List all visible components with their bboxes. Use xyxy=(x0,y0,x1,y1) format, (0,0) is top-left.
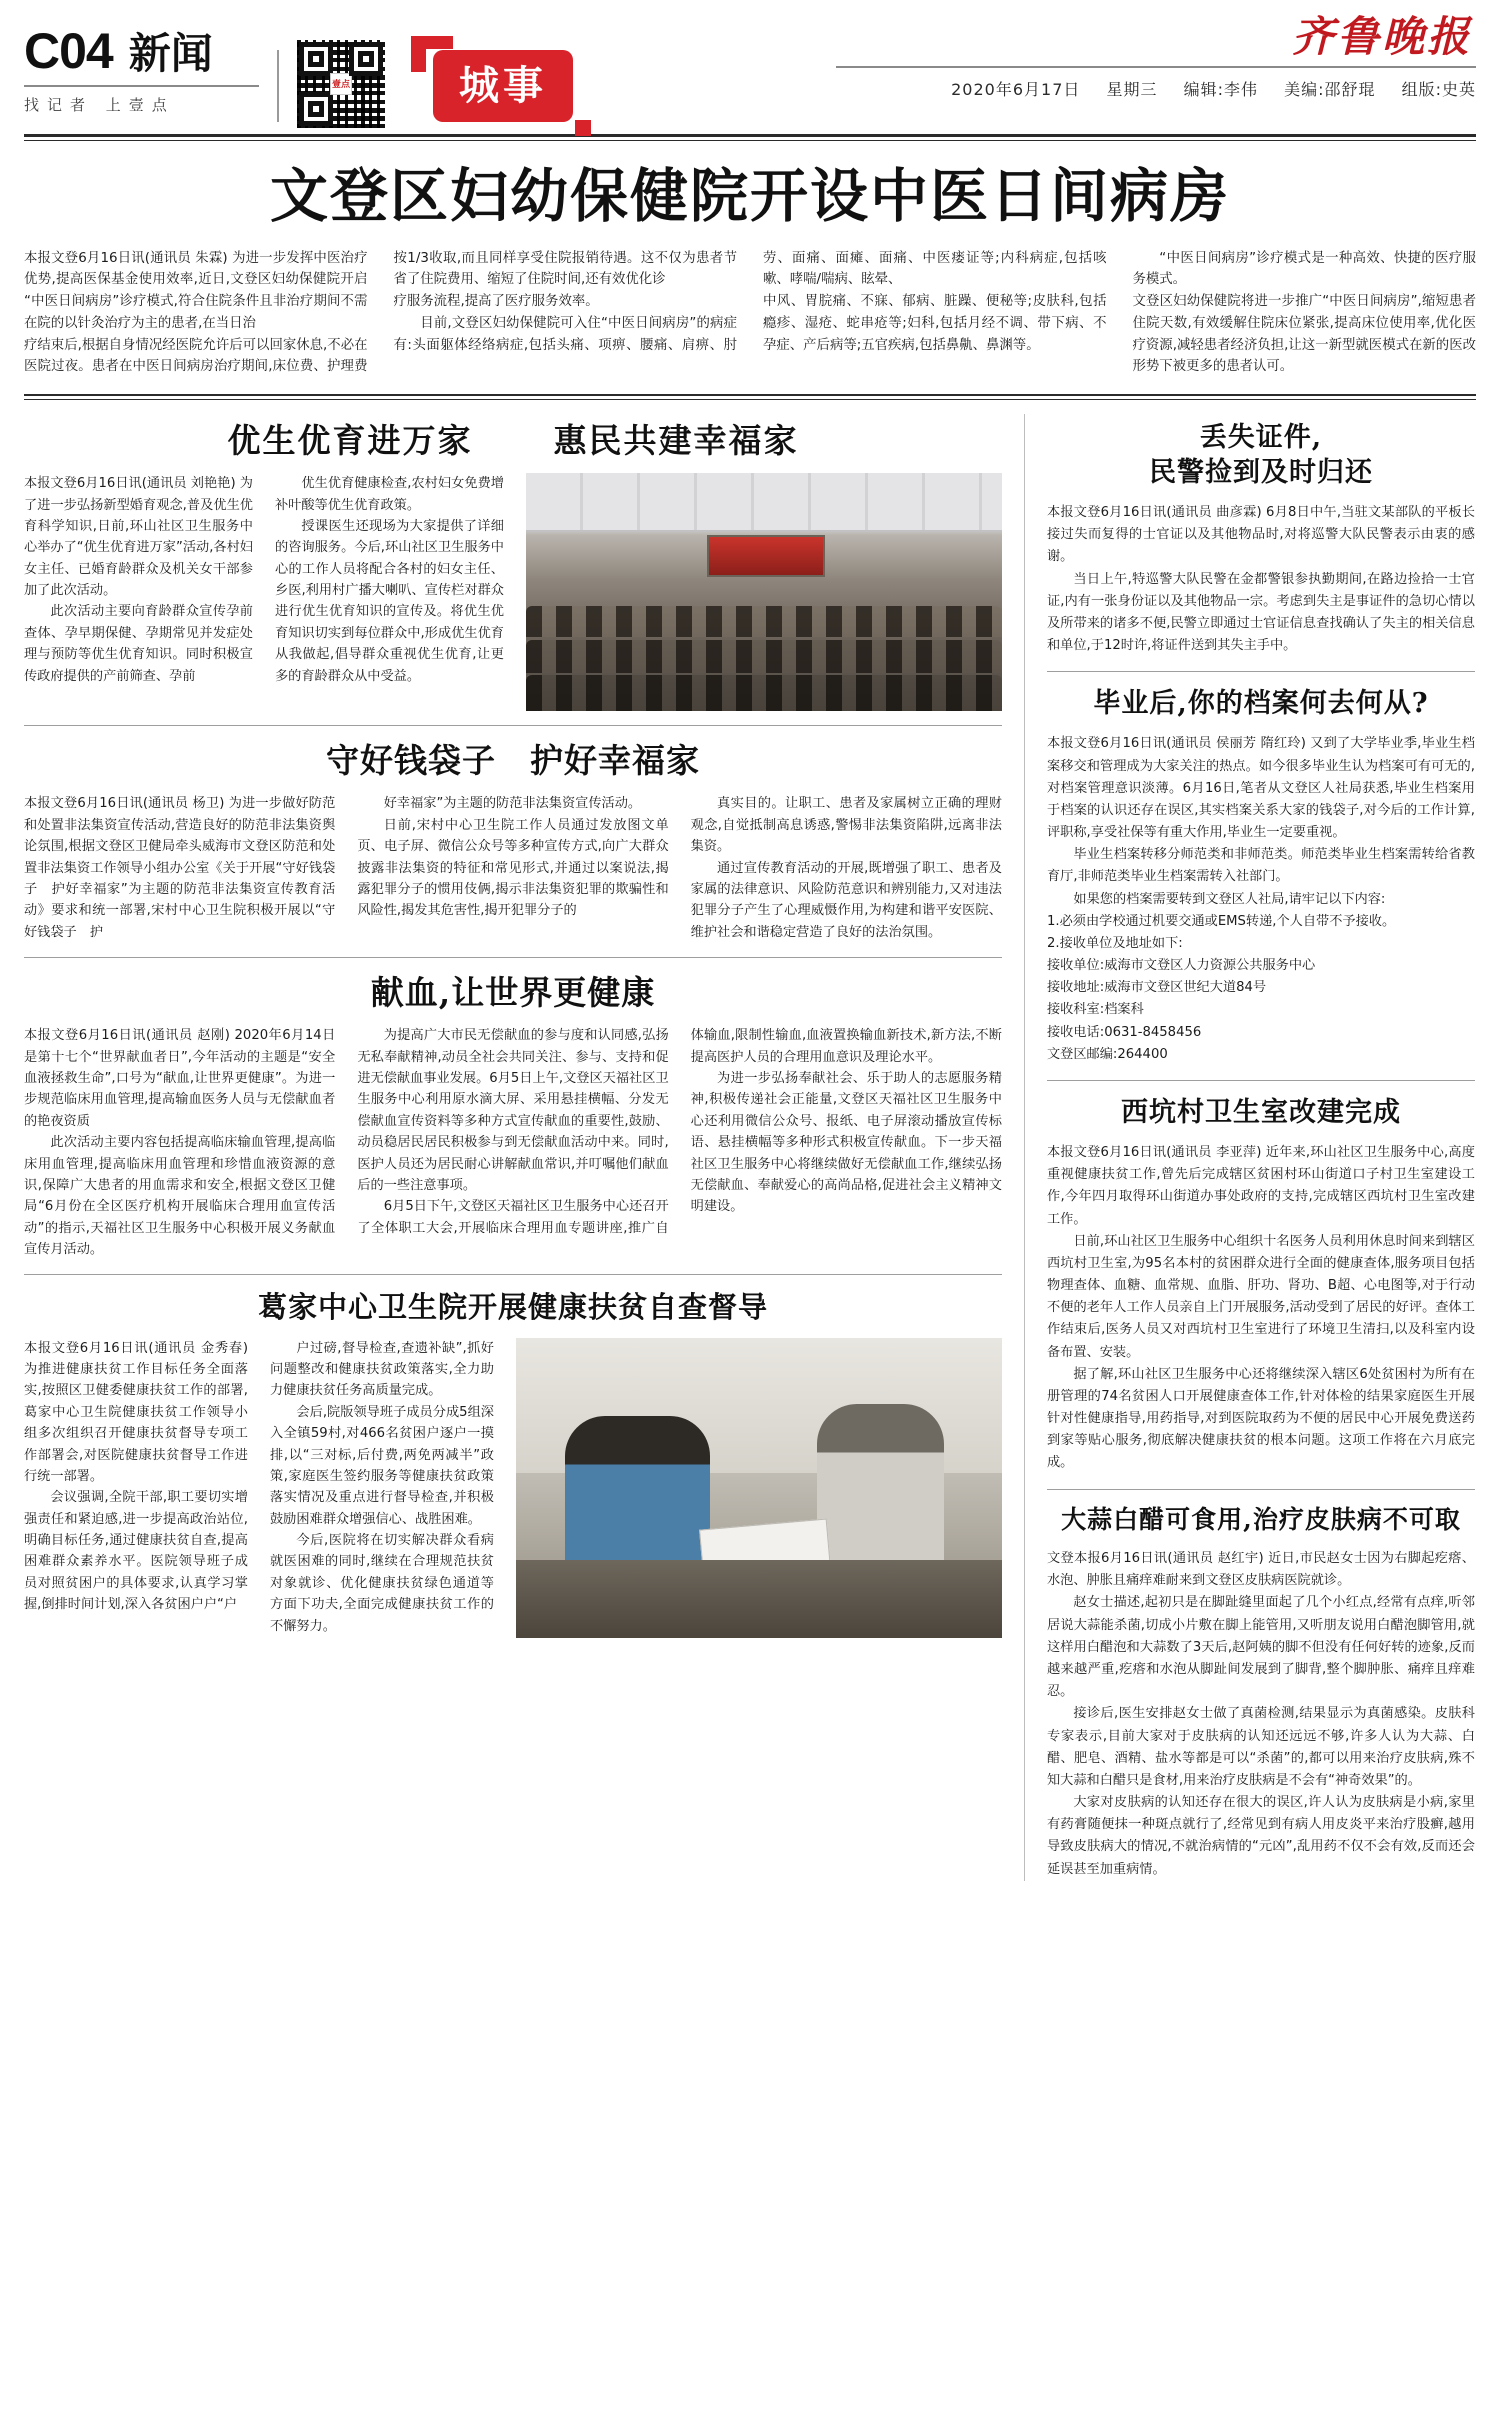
left-column xyxy=(24,414,1024,1881)
headline-part-1: 优生优育进万家 xyxy=(227,420,473,460)
page-identifier-rule xyxy=(24,85,259,87)
article-dasuan xyxy=(1047,1504,1475,1881)
lead-para: 目前,文登区妇幼保健院可入住“中医日间病房”的病症有:头面躯体经络病症,包括头痛、项痹、腰痛、肩痹、肘劳、面痛、面瘫、面痛、中医瘘证等;内科病症,包括咳嗽、哮喘/喘病、眩晕、 xyxy=(393,250,1107,353)
article-para: 本报文登6月16日讯(通讯员 赵刚) 2020年6月14日是第十七个“世界献血者日”,今年活动的主题是“安全血液拯救生命”,口号为“献血,让世界更健康”。为进一步规范临床用血管理,提高输血医务人员与无偿献血者的艳夜资质 xyxy=(24,1028,336,1129)
article-xikeng-headline: 西坑村卫生室改建完成 xyxy=(1121,1096,1401,1128)
article-zhengjian-headline xyxy=(1047,420,1475,490)
art-editor-credit: 美编:邵舒琨 xyxy=(1284,80,1376,100)
contact-item: 接收电话:0631-8458456 xyxy=(1047,1024,1202,1040)
qr-center-logo: 壹点 xyxy=(330,73,352,95)
main-grid xyxy=(24,414,1476,1881)
lead-article-headline: 文登区妇幼保健院开设中医日间病房 xyxy=(269,162,1230,230)
article-para: 毕业生档案转移分师范类和非师范类。师范类毕业生档案需转给省教育厅,非师范类毕业生档案需转入社部门。 xyxy=(1047,847,1475,885)
article-yousheng-layout xyxy=(24,473,1002,711)
article-dangan-contact-list xyxy=(1047,911,1475,1066)
issue-weekday: 星期三 xyxy=(1106,80,1158,100)
photo-audience-row xyxy=(526,606,1002,637)
lead-para: 疗结束后,根据自身情况经医院允许后可以回家休息,不必在医院过夜。患者在中医日间病房治疗期间,床位费、护理费按1/3收取,而且同样享受住院报销待遇。这不仅为患者节省了住院费用、缩短了住院时间,还有效优化诊 xyxy=(24,250,737,375)
badge-corner-bottom-right xyxy=(575,120,591,136)
article-gejia-body-left xyxy=(24,1338,494,1638)
article-dangan xyxy=(1047,686,1475,1066)
contact-item: 接收科室:档案科 xyxy=(1047,1002,1144,1018)
headline-line-1: 丢失证件, xyxy=(1199,421,1323,453)
lead-bottom-rule xyxy=(24,394,1476,396)
article-para: 如果您的档案需要转到文登区人社局,请牢记以下内容: xyxy=(1073,891,1386,907)
find-reporter-tagline: 找记者 上壹点 xyxy=(24,96,175,114)
contact-item: 1.必须由学校通过机要交通或EMS转递,个人自带不予接收。 xyxy=(1047,913,1396,929)
headline-line-2: 民警捡到及时归还 xyxy=(1149,457,1373,488)
article-para: 此次活动主要内容包括提高临床输血管理,提高临床用血管理,提高临床用血管理和珍惜血液资源的意识,保障广大患者的用血需求和安全,根据文登区卫健局“6月份在全区医疗机构开展临床合理用血宣传活动”的指示,天福社区卫生服务中心积极开展义务献血宣传月活动。 xyxy=(24,1135,336,1258)
clinic-visit-photo xyxy=(516,1338,1002,1638)
section-divider xyxy=(1047,1080,1475,1081)
article-para: 会议强调,全院干部,职工要切实增强责任和紧迫感,进一步提高政治站位,明确目标任务,通过健康扶贫自查,提高困难群众素养水平。医院领导班子成员对照贫困户的具体要求,认真学习掌握,倒排时间计划,深入各贫困户户“户 xyxy=(24,1490,248,1613)
article-zhengjian xyxy=(1047,420,1475,657)
headline-part-2: 惠民共建幸福家 xyxy=(553,420,799,460)
section-divider xyxy=(1047,1489,1475,1490)
article-para: 本报文登6月16日讯(通讯员 金秀春) 为推进健康扶贫工作目标任务全面落实,按照区卫健委健康扶贫工作的部署,葛家中心卫生院健康扶贫工作领导小组多次组织召开健康扶贫督导专项工作部署会,对医院健康扶贫督导工作进行统一部署。 xyxy=(24,1340,248,1484)
article-yousheng xyxy=(24,420,1002,711)
photo-desk xyxy=(516,1560,1002,1638)
lead-para: “中医日间病房”诊疗模式是一种高效、快捷的医疗服务模式。 xyxy=(1132,250,1476,288)
article-para: 本报文登6月16日讯(通讯员 刘艳艳) 为了进一步弘扬新型婚育观念,普及优生优育科学知识,日前,环山社区卫生服务中心举办了“优生优育进万家”活动,各村妇女主任、已婚育龄群众及机关女干部参加了此次活动。 xyxy=(24,476,253,599)
article-para: 授课医生还现场为大家提供了详细的咨询服务。今后,环山社区卫生服务中心的工作人员将配合各村的妇女主任、乡医,利用村广播大喇叭、宣传栏对群众进行优生优育知识的宣传及。将优生优育知识切实到每位群众中,形成优生优育从我做起,倡导群众重视优生优育,让更多的育龄群众从中受益。 xyxy=(275,518,504,684)
article-para: 好幸福家”为主题的防范非法集资宣传活动。 xyxy=(383,796,642,812)
article-para: 本报文登6月16日讯(通讯员 李亚萍) 近年来,环山社区卫生服务中心,高度重视健康扶贫工作,曾先后完成辖区贫困村环山街道口子村卫生室建设工作,今年四月取得环山街道办事处政府的支持,完成辖区西坑村卫生室改建工作。 xyxy=(1047,1145,1475,1227)
article-para: 为进一步弘扬奉献社会、乐于助人的志愿服务精神,积极传递社会正能量,文登区天福社区卫生服务中心还利用微信公众号、报纸、电子屏滚动播放宣传标语、悬挂横幅等多种形式积极宣传献血。下一步天福社区卫生服务中心将继续做好无偿献血工作,继续弘扬无偿献血、奉献爱心的高尚品格,促进社会主义精神文明建设。 xyxy=(690,1071,1002,1215)
masthead-meta xyxy=(836,77,1476,100)
paper-logo: 齐鲁晚报 xyxy=(1291,12,1472,61)
lead-para: 疗服务流程,提高了医疗服务效率。 xyxy=(393,294,599,310)
contact-item: 文登区邮编:264400 xyxy=(1047,1046,1168,1062)
article-yousheng-headline xyxy=(24,420,1002,461)
photo-audience-row xyxy=(526,675,1002,711)
contact-item: 接收地址:威海市文登区世纪大道84号 xyxy=(1047,980,1267,996)
article-para: 文登本报6月16日讯(通讯员 赵红宇) 近日,市民赵女士因为右脚起疙瘩、水泡、肿胀且痛痒难耐来到文登区皮肤病医院就诊。 xyxy=(1047,1551,1475,1589)
article-para: 此次活动主要向育龄群众宣传孕前查体、孕早期保健、孕期常见并发症处理与预防等优生优育知识。同时积极宣传政府提供的产前筛查、孕前 xyxy=(24,604,253,684)
qr-code-icon[interactable] xyxy=(297,40,385,128)
photo-projection-screen xyxy=(707,535,825,577)
masthead-left xyxy=(24,0,591,132)
article-para: 大家对皮肤病的认知还存在很大的误区,许人认为皮肤病是小病,家里有药膏随便抹一种斑点就行了,经常见到有病人用皮炎平来治疗股癣,越用导致皮肤病大的情况,不就治病情的“元凶”,乱用药不仅不会有效,反而还会延误甚至加重病情。 xyxy=(1047,1795,1475,1877)
article-para: 赵女士描述,起初只是在脚趾缝里面起了几个小红点,经常有点痒,听邻居说大蒜能杀菌,切成小片敷在脚上能管用,又听朋友说用白醋泡脚管用,就这样用白醋泡和大蒜数了3天后,赵阿姨的脚不但没有任何好转的迹象,反而越来越严重,疙瘩和水泡从脚趾间发展到了脚背,整个脚肿胀、痛痒且痒难忍。 xyxy=(1047,1595,1475,1700)
page-number: C04 xyxy=(24,23,113,79)
article-para: 本报文登6月16日讯(通讯员 杨卫) 为进一步做好防范和处置非法集资宣传活动,营造良好的防范非法集资舆论氛围,根据文登区卫健局牵头威海市文登区防范和处置非法集资工作领导小组办公室《关于开展“守好钱袋子 护好幸福家”为主题的防范非法集资宣传教育活动》要求和统一部署,宋村中心卫生院积极开展以“守好钱袋子 护 xyxy=(24,796,336,940)
article-para: 6月5日下午,文登区天福社区卫生服务中心还召开了全体职工大会,开展临床合理用血专题讲座,推广自体输血,限制性输血,血液置换输血新技术,新方法,不断提高医护人员的合理用血意识及理论水平。 xyxy=(357,1028,1002,1236)
article-para: 会后,院版领导班子成员分成5组深入全镇59村,对466名贫困户逐户一摸排,以“三对标,后付费,两免两减半”政策,家庭医生签约服务等健康扶贫政策落实情况及重点进行督导检查,并积极鼓励困难群众增强信心、战胜困难。 xyxy=(270,1404,494,1527)
article-gejia-photo-wrap xyxy=(516,1338,1002,1638)
article-yousheng-body xyxy=(24,473,504,711)
article-xianxue xyxy=(24,972,1002,1260)
lead-bottom-rule-thin xyxy=(24,399,1476,400)
article-para: 当日上午,特巡警大队民警在金都警银参执勤期间,在路边捡拾一士官证,内有一张身份证以及其他物品一宗。考虑到失主是事证件的急切心情以及所带来的诸多不便,民警立即通过士官证信息查找确认了失主的相关信息和单位,于12时许,将证件送到其失主手中。 xyxy=(1047,571,1475,654)
article-para: 本报文登6月16日讯(通讯员 曲彦霖) 6月8日中午,当驻文某部队的平板长接过失而复得的士官证以及其他物品时,对将巡警大队民警表示由衷的感谢。 xyxy=(1047,505,1475,565)
article-yousheng-photo-wrap xyxy=(526,473,1002,711)
section-name: 新闻 xyxy=(128,29,213,78)
page-identifier xyxy=(24,23,259,115)
section-divider xyxy=(24,1274,1002,1275)
conference-photo xyxy=(526,473,1002,711)
article-gejia-layout xyxy=(24,1338,1002,1638)
article-dangan-headline: 毕业后,你的档案何去何从? xyxy=(1093,688,1429,720)
article-para: 为提高广大市民无偿献血的参与度和认同感,弘扬无私奉献精神,动员全社会共同关注、参与、支持和促进无偿献血事业发展。6月5日上午,文登区天福社区卫生服务中心利用原水滴大屏、采用悬挂横幅、分发无偿献血宣传资料等多种方式宣传献血的重要性,鼓励、动员稳居民居民积极参与到无偿献血活动中来。同时,医护人员还为居民耐心讲解献血常识,并叮嘱他们献血后的一些注意事项。 xyxy=(357,1028,669,1193)
article-para: 优生优育健康检查,农村妇女免费增补叶酸等优生优育政策。 xyxy=(275,476,504,513)
article-dasuan-body xyxy=(1047,1548,1475,1881)
lead-para: 文登区妇幼保健院将进一步推广“中医日间病房”,缩短患者住院天数,有效缓解住院床位紧张,提高床位使用率,优化医疗资源,减轻患者经济负担,让这一新型就医模式在新的医改形势下被更多的患者认可。 xyxy=(1132,294,1476,375)
article-para: 户过磅,督导检查,查遗补缺”,抓好问题整改和健康扶贫政策落实,全力助力健康扶贫任务高质量完成。 xyxy=(270,1340,494,1399)
issue-date: 2020年6月17日 xyxy=(951,80,1081,100)
article-para: 据了解,环山社区卫生服务中心还将继续深入辖区6处贫困村为所有在册管理的74名贫困人口开展健康查体工作,针对体检的结果家庭医生开展针对性健康指导,用药指导,对到医院取药为不便的居民中心开展免费送药到家等贴心服务,彻底解决健康扶贫的根本问题。这项工作将在六月底完成。 xyxy=(1047,1366,1475,1471)
masthead-right-rule xyxy=(836,66,1476,68)
section-badge-wrap xyxy=(411,36,591,132)
article-para: 通过宣传教育活动的开展,既增强了职工、患者及家属的法律意识、风险防范意识和辨别能力,又对违法犯罪分子产生了心理威慑作用,为构建和谐平安医院、维护社会和谐稳定营造了良好的法治氛围。 xyxy=(690,860,1002,940)
article-qiandaizi-body xyxy=(24,793,1002,943)
photo-ceiling xyxy=(526,473,1002,532)
photo-audience-row xyxy=(526,640,1002,673)
masthead-rule-thick xyxy=(24,134,1476,137)
contact-item: 接收单位:威海市文登区人力资源公共服务中心 xyxy=(1047,958,1316,974)
contact-item: 2.接收单位及地址如下: xyxy=(1047,935,1183,951)
article-para: 今后,医院将在切实解决群众看病就医困难的同时,继续在合理规范扶贫对象就诊、优化健康扶贫绿色通道等方面下功夫,全面完成健康扶贫工作的不懈努力。 xyxy=(270,1533,494,1634)
article-gejia xyxy=(24,1289,1002,1637)
article-para: 真实目的。让职工、患者及家属树立正确的理财观念,自觉抵制高息诱惑,警惕非法集资陷阱,远离非法集资。 xyxy=(690,796,1002,855)
page-content xyxy=(0,163,1500,1881)
article-xianxue-body xyxy=(24,1025,1002,1260)
masthead-divider xyxy=(277,50,279,122)
article-qiandaizi-headline: 守好钱袋子 护好幸福家 xyxy=(326,741,700,781)
editor-credit: 编辑:李伟 xyxy=(1183,80,1258,100)
section-divider xyxy=(24,957,1002,958)
section-badge: 城事 xyxy=(433,50,573,122)
article-xikeng-body xyxy=(1047,1142,1475,1475)
qr-corner-icon xyxy=(299,92,333,126)
article-qiandaizi xyxy=(24,740,1002,943)
article-para: 接诊后,医生安排赵女士做了真菌检测,结果显示为真菌感染。皮肤科专家表示,目前大家对于皮肤病的认知还远远不够,许多人认为大蒜、白醋、肥皂、酒精、盐水等都是可以“杀菌”的,都可以用来治疗皮肤病,殊不知大蒜和白醋只是食材,用来治疗皮肤病是不会有“神奇效果”的。 xyxy=(1047,1706,1475,1788)
article-xikeng xyxy=(1047,1095,1475,1475)
article-zhengjian-body xyxy=(1047,502,1475,657)
lead-para: 中风、胃脘痛、不寐、郁病、脏躁、便秘等;皮肤科,包括瘾疹、湿疮、蛇串疮等;妇科,包括月经不调、带下病、不孕症、产后病等;五官疾病,包括鼻鼽、鼻渊等。 xyxy=(763,294,1107,353)
masthead-rule-thin xyxy=(24,140,1476,141)
right-column xyxy=(1025,414,1475,1881)
article-dangan-body xyxy=(1047,733,1475,910)
article-para: 日前,宋村中心卫生院工作人员通过发放图文单页、电子屏、微信公众号等多种宣传方式,向广大群众披露非法集资的特征和常见形式,并通过以案说法,揭露犯罪分子的惯用伎俩,揭示非法集资犯罪的欺骗性和风险性,揭发其危害性,揭开犯罪分子的 xyxy=(357,817,669,919)
masthead xyxy=(0,0,1500,128)
article-dasuan-headline: 大蒜白醋可食用,治疗皮肤病不可取 xyxy=(1061,1504,1461,1534)
article-xianxue-headline: 献血,让世界更健康 xyxy=(370,973,656,1013)
lead-article-body xyxy=(24,248,1476,378)
article-para: 日前,环山社区卫生服务中心组织十名医务人员利用休息时间来到辖区西坑村卫生室,为95名本村的贫困群众进行全面的健康查体,服务项目包括物理查体、血糖、血常规、血脂、肝功、肾功、B超、心电图等,对于行动不便的老年人工作人员亲自上门开展服务,活动受到了居民的好评。查体工作结束后,医务人员又对西坑村卫生室进行了环境卫生清扫,以及科室内设备布置、安装。 xyxy=(1047,1233,1475,1360)
section-divider xyxy=(24,725,1002,726)
lead-para: 本报文登6月16日讯(通讯员 朱霖) 为进一步发挥中医治疗优势,提高医保基金使用效率,近日,文登区妇幼保健院开启“中医日间病房”诊疗模式,符合住院条件且非治疗期间不需在院的以针灸治疗为主的患者,在当日治 xyxy=(24,250,368,331)
masthead-right xyxy=(836,0,1476,100)
article-para: 本报文登6月16日讯(通讯员 侯丽芳 隋红玲) 又到了大学毕业季,毕业生档案移交和管理成为大家关注的热点。如今很多毕业生认为档案可有可无的,对档案管理意识淡薄。6月16日,笔者从文登区人社局获悉,毕业生档案用于档案的认识还存在误区,其实档案关系大家的钱袋子,对今后的工作计算,评职称,享受社保等有重大作用,毕业生一定要重视。 xyxy=(1047,736,1475,841)
article-gejia-headline: 葛家中心卫生院开展健康扶贫自查督导 xyxy=(257,1290,768,1325)
layout-credit: 组版:史英 xyxy=(1401,80,1476,100)
section-divider xyxy=(1047,671,1475,672)
